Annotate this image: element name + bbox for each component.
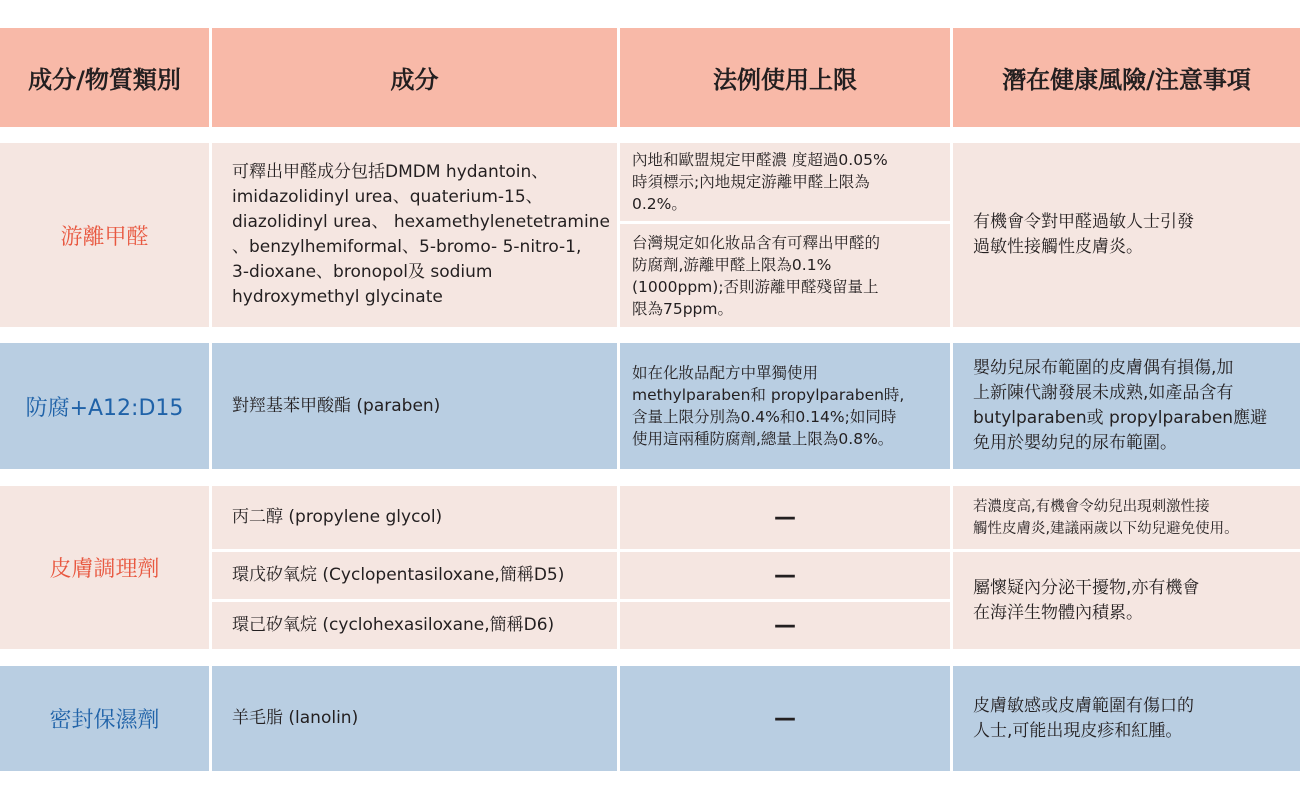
ingredient-cyclopentasiloxane [212,552,617,599]
regulation-lanolin [620,666,950,771]
risk-propylene-glycol [953,486,1300,549]
regulation-formaldehyde-2 [620,224,950,327]
header-risk [953,28,1300,127]
category-sealant [0,666,209,771]
category-preservative-label: 防腐+A12:D15 [25,395,184,421]
ingredient-preservative [212,343,617,469]
ingredient-lanolin [212,666,617,771]
header-ingredient [212,28,617,127]
regulation-preservative [620,343,950,469]
ingredient-cyclopentasiloxane-text: 環戊矽氧烷 (Cyclopentasiloxane,簡稱D5) [232,565,565,585]
regulation-formaldehyde-2-text: 台灣規定如化妝品含有可釋出甲醛的 防腐劑,游離甲醛上限為0.1% (1000ppm);否則游離甲醛殘留量上 限為75ppm。 [632,233,881,318]
regulation-cyclopentasiloxane-dash: — [774,563,796,588]
regulation-cyclopentasiloxane [620,552,950,599]
risk-preservative [953,343,1300,469]
header-category [0,28,209,127]
category-sealant-label: 密封保濕劑 [49,708,160,733]
category-skin-conditioner [0,486,209,649]
risk-propylene-glycol-text: 若濃度高,有機會令幼兒出現刺激性接 觸性皮膚炎,建議兩歲以下幼兒避免使用。 [973,498,1239,537]
ingredient-lanolin-text: 羊毛脂 (lanolin) [232,708,359,728]
ingredient-cyclohexasiloxane [212,602,617,649]
header-regulation-label: 法例使用上限 [713,66,857,94]
header-risk-label: 潛在健康風險/注意事項 [1002,66,1251,94]
risk-formaldehyde [953,143,1300,327]
ingredient-formaldehyde-text: 可釋出甲醛成分包括DMDM hydantoin、 imidazolidinyl urea、quaterium-15、 diazolidinyl urea、 hexamethylenetetramine 、benzylhemiformal、5-bromo- 5-nitro-1, 3-dioxane、bronopol及 sodium hydroxymethyl glycinate [232,162,610,307]
category-skin-conditioner-label: 皮膚調理劑 [49,557,160,582]
regulation-propylene-glycol-dash: — [774,505,796,530]
regulation-cyclohexasiloxane [620,602,950,649]
category-preservative [0,343,209,469]
regulation-formaldehyde-1 [620,143,950,221]
risk-siloxanes-text: 屬懷疑內分泌干擾物,亦有機會 在海洋生物體內積累。 [973,577,1200,623]
regulation-formaldehyde-1-text: 內地和歐盟規定甲醛濃 度超過0.05% 時須標示;內地規定游離甲醛上限為 0.2%。 [632,151,888,213]
ingredient-propylene-glycol-text: 丙二醇 (propylene glycol) [232,507,443,527]
risk-lanolin [953,666,1300,771]
ingredient-cyclohexasiloxane-text: 環己矽氧烷 (cyclohexasiloxane,簡稱D6) [232,615,555,635]
risk-lanolin-text: 皮膚敏感或皮膚範圍有傷口的 人士,可能出現皮疹和紅腫。 [973,695,1194,741]
header-ingredient-label: 成分 [390,66,439,94]
regulation-propylene-glycol [620,486,950,549]
regulation-preservative-text: 如在化妝品配方中單獨使用 methylparaben和 propylparaben時, 含量上限分別為0.4%和0.14%;如同時 使用這兩種防腐劑,總量上限為0.8%。 [632,364,905,448]
risk-preservative-text: 嬰幼兒尿布範圍的皮膚偶有損傷,加 上新陳代謝發展未成熟,如產品含有 butylparaben或 propylparaben應避 免用於嬰幼兒的尿布範圍。 [973,358,1268,453]
ingredient-preservative-text: 對羥基苯甲酸酯 (paraben) [232,395,441,416]
regulation-cyclohexasiloxane-dash: — [774,613,796,638]
regulation-lanolin-dash: — [774,706,796,731]
ingredient-formaldehyde [212,143,617,327]
header-category-label: 成分/物質類別 [28,66,181,94]
risk-siloxanes [953,552,1300,649]
header-regulation [620,28,950,127]
ingredient-propylene-glycol [212,486,617,549]
category-formaldehyde [0,143,209,327]
risk-formaldehyde-text: 有機會令對甲醛過敏人士引發 過敏性接觸性皮膚炎。 [973,212,1194,257]
category-formaldehyde-label: 游離甲醛 [60,224,149,250]
